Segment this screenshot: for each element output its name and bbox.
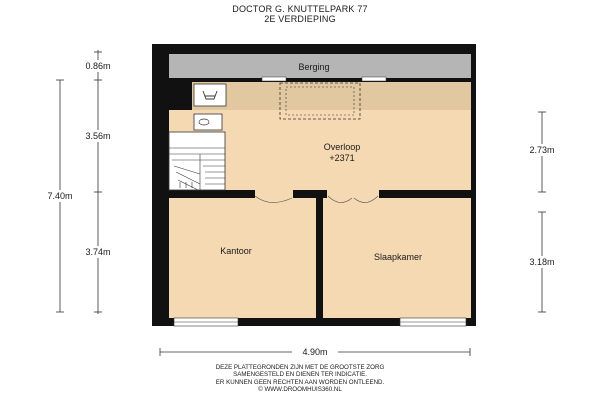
disclaimer-line-3: ER KUNNEN GEEN RECHTEN AAN WORDEN ONTLEEND.	[215, 378, 385, 386]
berging-label: Berging	[298, 62, 330, 72]
overloop-note: +2371	[329, 153, 355, 163]
dim-right-top: 2.73m	[529, 145, 555, 155]
dim-left-bottom: 3.74m	[85, 247, 111, 257]
dim-left-total: 7.40m	[47, 191, 73, 201]
overloop-label: Overloop	[323, 142, 361, 152]
plan-title: DOCTOR G. KNUTTELPARK 77	[232, 4, 368, 14]
disclaimer	[0, 364, 600, 394]
left-dimension-lines	[56, 50, 102, 314]
plan-subtitle: 2E VERDIEPING	[264, 14, 336, 24]
dim-left-mid: 3.56m	[85, 131, 111, 141]
wash-basin	[194, 114, 222, 130]
washing-machine	[194, 84, 226, 106]
kantoor-door-opening	[255, 190, 293, 198]
dim-right-bottom: 3.18m	[529, 257, 555, 267]
overloop-corridor	[225, 130, 235, 190]
slaapkamer-label: Slaapkamer	[373, 252, 423, 262]
staircase	[169, 132, 225, 190]
dim-left-top: 0.86m	[85, 61, 111, 71]
disclaimer-line-1: DEZE PLATTEGRONDEN ZIJN MET DE GROOTSTE ZORG	[215, 364, 385, 371]
disclaimer-line-2: SAMENGESTELD EN DIENEN TER INDICATIE.	[233, 371, 367, 379]
copyright[interactable]: © WWW.DROOMHUIS360.NL	[258, 386, 342, 394]
slaapkamer-door-opening	[327, 190, 379, 198]
dim-bottom-width: 4.90m	[302, 347, 328, 357]
berging-hatch-right	[362, 77, 386, 81]
kantoor-label: Kantoor	[220, 246, 252, 256]
kantoor-room	[169, 198, 316, 318]
berging-hatch-left	[262, 77, 286, 81]
right-dimension-lines	[538, 112, 546, 312]
sloped-roof-strip	[192, 82, 471, 110]
